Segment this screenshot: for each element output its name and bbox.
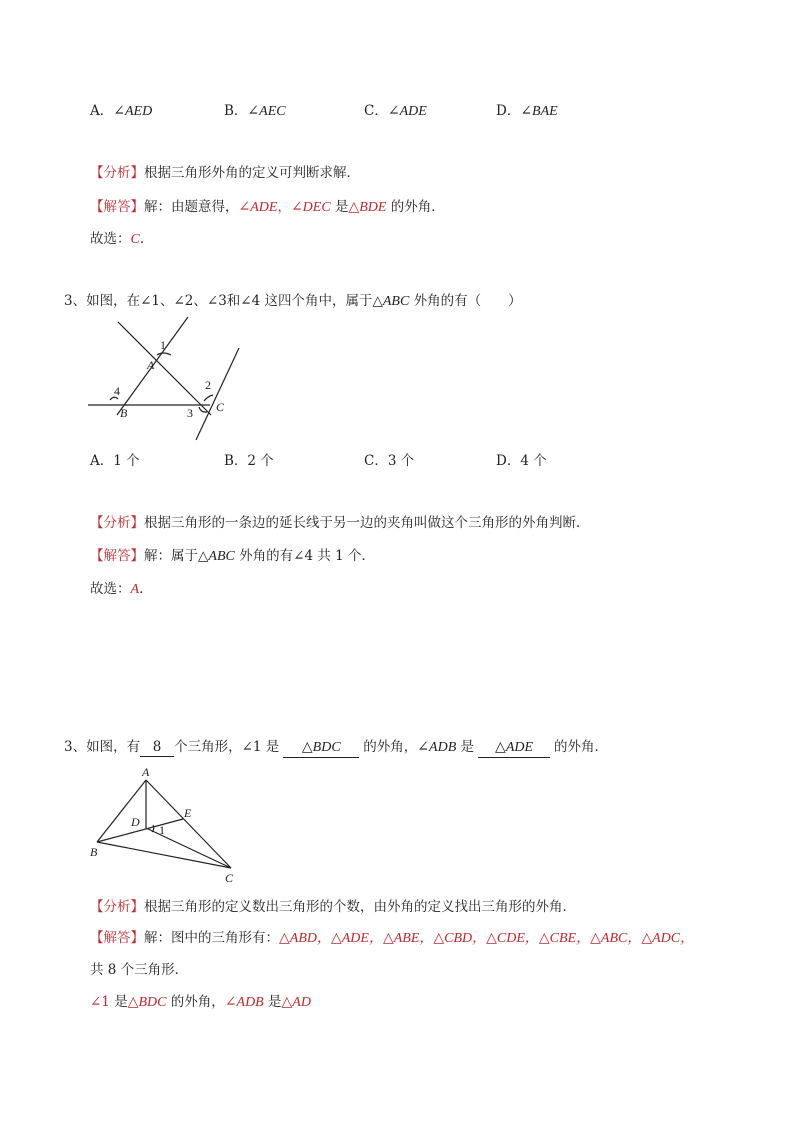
q3a-option-b bbox=[224, 452, 274, 470]
option-letter: C． bbox=[364, 103, 388, 119]
choice-letter: C bbox=[130, 232, 140, 247]
stem-text: 外角的有（ ） bbox=[409, 293, 522, 309]
label-a: A bbox=[147, 358, 155, 372]
segment-bc bbox=[97, 842, 231, 868]
answer-sep: ， bbox=[277, 199, 291, 215]
option-label: 3 个 bbox=[387, 453, 415, 469]
q2-option-c bbox=[364, 102, 427, 121]
choice-prefix: 故选： bbox=[90, 231, 131, 247]
option-letter: B． bbox=[224, 453, 248, 469]
q3a-stem bbox=[64, 292, 522, 311]
answer-text: 是 bbox=[263, 994, 282, 1010]
label-c: C bbox=[216, 400, 225, 414]
analysis-tag: 【分析】 bbox=[90, 515, 144, 531]
q3a-answer bbox=[90, 547, 375, 566]
line-through-c bbox=[196, 348, 239, 440]
stem-text: 个三角形，∠1 是 bbox=[174, 739, 280, 755]
answer-text: 共 8 个三角形． bbox=[90, 962, 189, 978]
answer-triangle: △AD bbox=[281, 995, 311, 1010]
option-letter: D． bbox=[496, 453, 521, 469]
label-a: A bbox=[142, 765, 150, 779]
q2-option-b bbox=[224, 102, 286, 121]
answer-triangle: ABC bbox=[208, 549, 235, 564]
answer-text: 的外角． bbox=[386, 199, 445, 215]
option-label: ∠BAE bbox=[520, 104, 558, 119]
q2-option-d bbox=[496, 102, 558, 121]
analysis-tag: 【分析】 bbox=[90, 165, 144, 181]
choice-period: ． bbox=[139, 231, 154, 247]
choice-letter: A bbox=[130, 582, 140, 597]
label-d: D bbox=[131, 815, 140, 829]
label-2: 2 bbox=[205, 378, 211, 392]
answer-triangle: △BDE bbox=[348, 200, 387, 215]
label-c: C bbox=[225, 871, 234, 885]
answer-triangle-list: △ABD，△ADE，△ABE，△CBD，△CDE，△CBE，△ABC，△ADC， bbox=[279, 931, 695, 946]
answer-triangle: △BDC bbox=[127, 995, 167, 1010]
answer-angle: ∠ADB bbox=[224, 995, 264, 1010]
blank-answer-3: △ADE bbox=[478, 739, 550, 758]
answer-text: 的外角， bbox=[166, 994, 225, 1010]
segment-ab bbox=[97, 780, 146, 842]
stem-angle: ∠ADB bbox=[417, 740, 457, 755]
answer-angle: ∠ADE bbox=[238, 200, 278, 215]
q3b-answer-line3 bbox=[90, 993, 311, 1012]
answer-text: 外角的有∠4 共 1 个． bbox=[234, 548, 375, 564]
option-letter: B． bbox=[224, 103, 248, 119]
segment-be bbox=[97, 819, 183, 842]
option-label: ∠AED bbox=[113, 104, 153, 119]
answer-angle: ∠DEC bbox=[290, 200, 331, 215]
answer-tag: 【解答】 bbox=[90, 548, 144, 564]
analysis-text: 根据三角形外角的定义可判断求解． bbox=[144, 165, 360, 181]
stem-text: 3、如图，在∠1、∠2、∠3和∠4 这四个角中，属于△ bbox=[64, 293, 383, 309]
q3a-option-d bbox=[496, 452, 547, 470]
q3b-stem bbox=[64, 738, 608, 758]
angle-mark-1 bbox=[157, 353, 171, 355]
label-b: B bbox=[90, 845, 98, 859]
stem-text: 3、如图，有 bbox=[64, 739, 141, 755]
q3a-analysis bbox=[90, 514, 590, 532]
analysis-text: 根据三角形的定义数出三角形的个数，由外角的定义找出三角形的外角． bbox=[144, 899, 576, 915]
q2-option-a bbox=[90, 102, 152, 121]
stem-text: 是 bbox=[456, 739, 475, 755]
answer-text: 解：由题意得， bbox=[144, 199, 239, 215]
option-label: 1 个 bbox=[113, 453, 140, 469]
q3b-answer bbox=[90, 929, 694, 948]
label-b: B bbox=[120, 406, 128, 420]
choice-prefix: 故选： bbox=[90, 581, 131, 597]
option-label: ∠AEC bbox=[247, 104, 286, 119]
analysis-tag: 【分析】 bbox=[90, 899, 144, 915]
answer-text: 是 bbox=[109, 994, 128, 1010]
line-ac-extended bbox=[118, 322, 211, 415]
stem-text: 的外角． bbox=[554, 739, 609, 755]
angle-mark-1 bbox=[152, 825, 154, 832]
stem-text: 的外角， bbox=[363, 739, 418, 755]
q3a-option-a bbox=[90, 452, 140, 470]
answer-tag: 【解答】 bbox=[90, 930, 144, 946]
blank-answer-1: 8 bbox=[140, 738, 174, 757]
option-letter: D． bbox=[496, 103, 521, 119]
answer-text: 解：图中的三角形有： bbox=[144, 930, 279, 946]
answer-tag: 【解答】 bbox=[90, 199, 144, 215]
answer-text: 是 bbox=[330, 199, 349, 215]
blank-answer-2: △BDC bbox=[283, 739, 359, 758]
q3a-figure bbox=[80, 315, 250, 445]
label-3: 3 bbox=[187, 406, 193, 420]
q3b-figure bbox=[84, 762, 244, 888]
q3b-answer-line2 bbox=[90, 961, 188, 979]
q2-choice bbox=[90, 230, 153, 249]
option-letter: A． bbox=[90, 103, 114, 119]
label-1: 1 bbox=[159, 823, 165, 837]
angle-mark-2 bbox=[204, 395, 213, 401]
analysis-text: 根据三角形的一条边的延长线于另一边的夹角叫做这个三角形的外角判断． bbox=[144, 515, 590, 531]
option-letter: C． bbox=[364, 453, 388, 469]
stem-triangle: ABC bbox=[382, 294, 410, 309]
option-label: 2 个 bbox=[247, 453, 274, 469]
label-e: E bbox=[184, 806, 192, 820]
label-4: 4 bbox=[114, 384, 120, 398]
option-label: 4 个 bbox=[520, 453, 547, 469]
q3a-option-c bbox=[364, 452, 414, 470]
choice-period: ． bbox=[139, 581, 153, 597]
q3a-choice bbox=[90, 580, 153, 599]
option-label: ∠ADE bbox=[387, 104, 427, 119]
q2-answer bbox=[90, 198, 445, 217]
q3b-analysis bbox=[90, 898, 576, 916]
q2-analysis bbox=[90, 164, 360, 182]
answer-text: 解：属于△ bbox=[144, 548, 209, 564]
label-1: 1 bbox=[160, 338, 166, 352]
answer-angle: ∠1 bbox=[90, 994, 110, 1010]
option-letter: A． bbox=[90, 453, 114, 469]
